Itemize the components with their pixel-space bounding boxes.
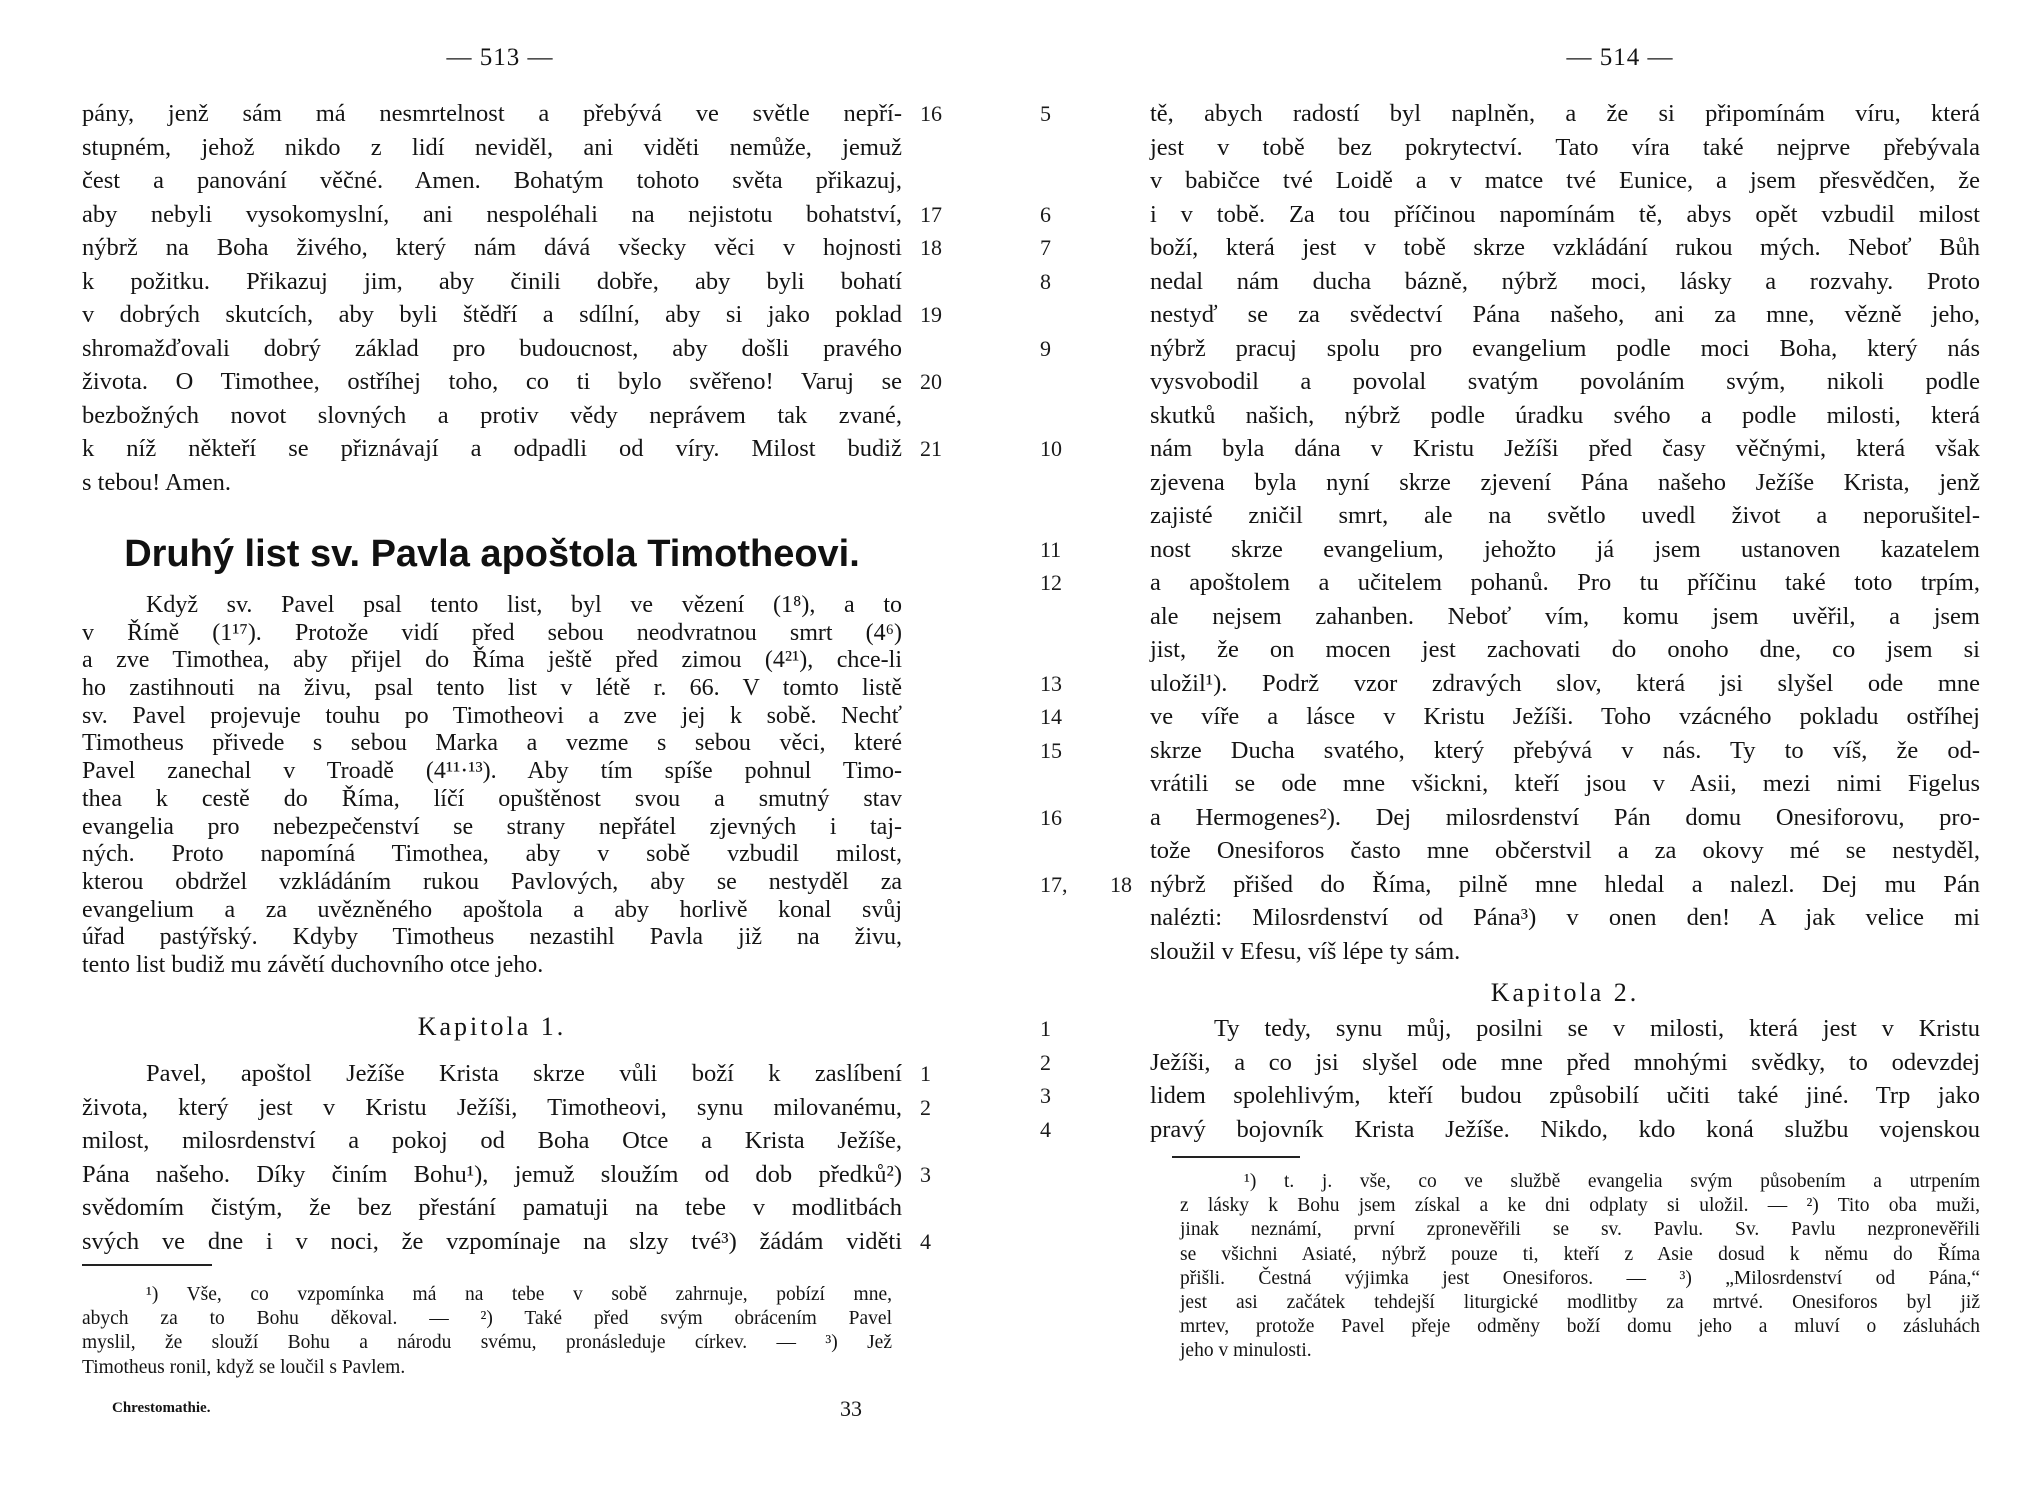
text-line [1040, 533, 1980, 567]
text-line [1150, 935, 1980, 969]
intro-line-text: kterou obdržel vzkládáním rukou Pavlových, aby se nestyděl za [82, 868, 902, 895]
verse-number: 1 [920, 1061, 931, 1086]
footnote-line [1180, 1339, 1980, 1363]
text-line [1150, 499, 1980, 533]
verse-number: 18 [920, 235, 942, 260]
text-line-text: života, který jest v Kristu Ježíši, Timotheovi, synu milovanému, [82, 1093, 902, 1121]
chapter-1-text [82, 1057, 931, 1258]
text-line [1150, 767, 1980, 801]
text-line-text: pány, jenž sám má nesmrtelnost a přebývá ve světle nepří- [82, 100, 902, 127]
intro-line [82, 620, 902, 648]
text-line [1040, 667, 1980, 701]
chapter-2-text [1040, 1012, 1980, 1146]
text-line [82, 231, 942, 265]
text-line-text: i v tobě. Za tou příčinou napomínám tě, abys opět vzbudil milost [1150, 200, 1980, 228]
text-line [1150, 466, 1980, 500]
footnote-line-text: mrtev, protože Pavel přeje odměny boží domu jeho a mluví o zásluhách [1180, 1316, 1980, 1338]
text-line-text: zajisté zničil smrt, ale na světlo uvedl život a neporušitel- [1150, 502, 1980, 529]
text-line-text: k níž někteří se přiznávají a odpadli od víry. Milost budiž [82, 435, 902, 462]
intro-line-text: v Římě (1¹⁷). Protože vidí před sebou neodvratnou smrt (4⁶) [82, 619, 902, 646]
text-line [1150, 834, 1980, 868]
chapter-heading: Kapitola 1. [417, 1012, 567, 1041]
text-line [1150, 633, 1980, 667]
left-page [0, 0, 1000, 1500]
intro-line-text: tento list budiž mu závětí duchovního otce jeho. [82, 951, 544, 978]
epistle-ending-text [82, 97, 942, 499]
intro-line [82, 869, 902, 897]
intro-line-text: evangelium a za uvězněného apoštola a aby horlivě konal svůj [82, 896, 902, 923]
text-line-text: stupném, jehož nikdo z lidí neviděl, ani viděti nemůže, jemuž [82, 133, 902, 161]
right-page [1000, 0, 2020, 1500]
text-line-text: jist, že on mocen jest zachovati do onoho dne, co jsem si [1150, 636, 1980, 663]
intro-line-text: úřad pastýřský. Kdyby Timotheus nezastihl Pavla již na živu, [82, 924, 902, 951]
footnote-line [1180, 1194, 1980, 1218]
text-line [82, 432, 942, 466]
text-line-text: Pána našeho. Díky činím Bohu¹), jemuž sloužím od dob předků²) [82, 1160, 902, 1188]
intro-line [82, 924, 902, 952]
text-line-text: nost skrze evangelium, jehožto já jsem ustanoven kazatelem [1150, 535, 1980, 563]
text-line-text: života. O Timothee, ostříhej toho, co ti bylo svěřeno! Varuj se [82, 368, 902, 395]
intro-line [82, 730, 902, 758]
footnote-line-text: jinak neznámí, první zpronevěřili se sv. Pavlu. Sv. Pavlu nezpronevěřili [1180, 1219, 1980, 1241]
text-line-text: Ty tedy, synu můj, posilni se v milosti, která jest v Kristu [1214, 1015, 1980, 1042]
text-line [82, 466, 902, 500]
intro-line-text: Když sv. Pavel psal tento list, byl ve vězení (1⁸), a to [146, 592, 902, 618]
text-line [1150, 600, 1980, 634]
footnotes [82, 1283, 892, 1380]
text-line [82, 1225, 931, 1259]
text-line-text: Ježíši, a co jsi slyšel ode mne před mnohými svědky, to odevzdej [1150, 1048, 1980, 1076]
text-line [82, 198, 942, 232]
text-line [1040, 265, 1980, 299]
footnote-line [1180, 1218, 1980, 1242]
intro-line-text: thea k cestě do Říma, líčí opuštěnost svou a smutný stav [82, 785, 902, 812]
verse-number: 17 [920, 201, 942, 227]
chapter-1-continuation-text [1040, 97, 1980, 968]
text-line-text: čest a panování věčné. Amen. Bohatým tohoto světa přikazuj, [82, 167, 902, 194]
text-line [1040, 566, 1980, 600]
text-line-text: skutků našich, nýbrž podle úradku svého a podle milosti, která [1150, 401, 1980, 429]
text-line-text: ale nejsem zahanben. Neboť vím, komu jsem uvěřil, a jsem [1150, 602, 1980, 630]
text-line-text: vrátili se ode mne všickni, kteří jsou v Asii, mezi nimi Figelus [1150, 770, 1980, 797]
text-line-text: a Hermogenes²). Dej milosrdenství Pán domu Onesiforovu, pro- [1150, 803, 1980, 831]
footnote-line [1180, 1170, 1980, 1194]
bottom-label: Chrestomathie. [112, 1400, 211, 1416]
verse-number: 10 [1040, 436, 1062, 461]
verse-number: 6 [1040, 201, 1051, 227]
text-line-text: nýbrž přišed do Říma, pilně mne hledal a nalezl. Dej mu Pán [1150, 870, 1980, 898]
intro-line [82, 897, 902, 925]
footnote-line [82, 1356, 892, 1380]
verse-number: 12 [1040, 570, 1062, 595]
text-line-text: a apoštolem a učitelem pohanů. Pro tu příčinu také toto trpím, [1150, 569, 1980, 596]
footnote-line [1180, 1243, 1980, 1267]
text-line-text: svých ve dne i v noci, že vzpomínaje na slzy tvé³) žádám viděti [82, 1227, 902, 1255]
footnote-line-text: se všichni Asiaté, nýbrž pouze ti, kteří z Asie dosud k němu do Říma [1180, 1243, 1980, 1265]
text-line [82, 265, 902, 299]
text-line [1150, 298, 1980, 332]
verse-number: 11 [1040, 536, 1062, 562]
intro-line-text: sv. Pavel projevuje touhu po Timotheovi a zve jej k sobě. Nechť [82, 702, 902, 729]
footnotes [1180, 1170, 1980, 1364]
footnote-line-text: přišli. Čestná výjimka jest Onesiforos. — ³) „Milosrdenství od Pána,“ [1180, 1267, 1980, 1289]
footnote-line [1180, 1267, 1980, 1291]
intro-line [82, 675, 902, 703]
signature-number: 33 [840, 1396, 862, 1421]
intro-line [82, 592, 902, 620]
text-line-text: nýbrž na Boha živého, který nám dává všecky věci v hojnosti [82, 234, 902, 261]
text-line [1040, 801, 1980, 835]
verse-number: 2 [1040, 1049, 1051, 1075]
text-line [1040, 1012, 1980, 1046]
text-line-text: skrze Ducha svatého, který přebývá v nás. Ty to víš, že od- [1150, 736, 1980, 764]
text-line [1040, 1113, 1980, 1147]
verse-number: 7 [1040, 235, 1051, 260]
text-line-text: bezbožných novot slovných a protiv vědy neprávem tak zvané, [82, 401, 902, 429]
footnote-line-text: ¹) Vše, co vzpomínka má na tebe v sobě zahrnuje, pobízí mne, [146, 1284, 892, 1305]
text-line-text: jest v tobě bez pokrytectví. Tato víra také nejprve přebývala [1150, 133, 1980, 161]
text-line [1040, 432, 1980, 466]
verse-number: 21 [920, 436, 942, 461]
intro-line-text: evangelia pro nebezpečenství se strany nepřátel zjevných i taj- [82, 813, 902, 840]
footnote-line-text: ¹) t. j. vše, co ve službě evangelia svým působením a utrpením [1244, 1171, 1980, 1192]
intro-line-text: Pavel zanechal v Troadě (4¹¹·¹³). Aby tím spíše pohnul Timo- [82, 758, 902, 785]
text-line-text: nám byla dána v Kristu Ježíši před časy věčnými, která však [1150, 435, 1980, 462]
text-line-text: zjevena byla nyní skrze zjevení Pána našeho Ježíše Krista, jenž [1150, 468, 1980, 496]
chapter-heading: Kapitola 2. [1490, 978, 1640, 1007]
book-introduction [82, 592, 902, 980]
footnote-line-text: abych za to Bohu děkoval. — ²) Také před svým obrácením Pavel [82, 1308, 892, 1330]
text-line-text: k požitku. Přikazuj jim, aby činili dobře, aby byli bohatí [82, 267, 902, 295]
text-line-text: tože Onesiforos často mne občerstvil a za okovy mé se nestyděl, [1150, 837, 1980, 864]
intro-line-text: ných. Proto napomíná Timothea, aby v sobě vzbudil milost, [82, 841, 902, 868]
page-number: — 513 — [446, 44, 554, 71]
verse-number: 2 [920, 1094, 931, 1120]
book-title: Druhý list sv. Pavla apoštola Timotheovi. [124, 533, 860, 575]
text-line-text: pravý bojovník Krista Ježíše. Nikdo, kdo koná službu vojenskou [1150, 1115, 1980, 1143]
text-line-text: nestyď se za svědectví Pána našeho, ani za mne, vězně jeho, [1150, 301, 1980, 328]
text-line-text: Pavel, apoštol Ježíše Krista skrze vůli boží k zaslíbení [146, 1060, 902, 1087]
text-line [1150, 164, 1980, 198]
text-line [1040, 231, 1980, 265]
text-line-text: boží, která jest v tobě skrze vzkládání rukou mých. Neboť Bůh [1150, 234, 1980, 261]
text-line-text: v dobrých skutcích, aby byli štědří a sdílní, aby si jako poklad [82, 301, 902, 328]
text-line-text: uložil¹). Podrž vzor zdravých slov, která jsi slyšel ode mne [1150, 669, 1980, 697]
verse-number: 3 [1040, 1083, 1051, 1108]
text-line [1040, 734, 1980, 768]
footnote-rule [82, 1264, 212, 1266]
footnote-line [82, 1307, 892, 1331]
verse-number: 15 [1040, 737, 1062, 763]
text-line-text: nýbrž pracuj spolu pro evangelium podle moci Boha, který nás [1150, 334, 1980, 362]
verse-number: 4 [1040, 1116, 1051, 1142]
verse-number: 14 [1040, 704, 1062, 729]
text-line [1040, 198, 1980, 232]
verse-number: 1 [1040, 1016, 1051, 1041]
text-line-text: v babičce tvé Loidě a v matce tvé Eunice, a jsem přesvědčen, že [1150, 167, 1980, 194]
text-line [82, 131, 902, 165]
text-line-text: aby nebyli vysokomyslní, ani nespoléhali na nejistotu bohatství, [82, 200, 902, 228]
verse-number: 19 [920, 302, 942, 327]
verse-number: 13 [1040, 670, 1062, 696]
text-line [82, 1191, 902, 1225]
text-line [82, 1091, 931, 1125]
footnote-line [1180, 1315, 1980, 1339]
text-line [82, 164, 902, 198]
footnote-line [82, 1283, 892, 1307]
intro-line [82, 647, 902, 675]
text-line [1040, 868, 1980, 902]
text-line-text: tě, abych radostí byl naplněn, a že si připomínám víru, která [1150, 100, 1980, 127]
footnote-rule [1172, 1156, 1300, 1158]
verse-number: 3 [920, 1161, 931, 1187]
intro-line [82, 786, 902, 814]
text-line [1040, 332, 1980, 366]
footnote-line [1180, 1291, 1980, 1315]
footnote-line-text: jeho v minulosti. [1180, 1340, 1312, 1362]
text-line [1040, 97, 1980, 131]
page-number: — 514 — [1566, 44, 1674, 71]
text-line-text: shromažďovali dobrý základ pro budoucnost, aby došli pravého [82, 334, 902, 362]
text-line [1150, 901, 1980, 935]
verse-number: 5 [1040, 101, 1051, 126]
intro-line-text: Timotheus přivede s sebou Marka a vezme s sebou věci, které [82, 730, 902, 757]
footnote-line-text: jest asi začátek tehdejší liturgické modlitby za mrtvé. Onesiforos byl již [1180, 1291, 1980, 1313]
text-line-text: vysvobodil a povolal svatým povoláním svým, nikoli podle [1150, 368, 1980, 395]
text-line [1150, 365, 1980, 399]
text-line-text: milost, milosrdenství a pokoj od Boha Otce a Krista Ježíše, [82, 1127, 902, 1154]
text-line [1150, 399, 1980, 433]
verse-number: 16 [920, 101, 942, 126]
text-line-text: lidem spolehlivým, kteří budou způsobilí učiti také jiné. Trp jako [1150, 1082, 1980, 1109]
text-line [82, 1057, 931, 1091]
text-line [1150, 131, 1980, 165]
intro-line [82, 758, 902, 786]
text-line [82, 399, 902, 433]
intro-line [82, 841, 902, 869]
text-line [1040, 1046, 1980, 1080]
footnote-line-text: Timotheus ronil, když se loučil s Pavlem. [82, 1356, 406, 1378]
text-line [82, 97, 942, 131]
verse-number: 17, 18 [1040, 871, 1132, 897]
verse-number: 20 [920, 369, 942, 394]
footnote-line-text: z lásky k Bohu jsem získal a ke dni odplaty si uložil. — ²) Tito oba muži, [1180, 1195, 1980, 1217]
intro-line [82, 814, 902, 842]
text-line-text: sloužil v Efesu, víš lépe ty sám. [1150, 937, 1461, 965]
text-line [1040, 700, 1980, 734]
text-line-text: s tebou! Amen. [82, 468, 232, 496]
verse-number: 8 [1040, 268, 1051, 294]
verse-number: 16 [1040, 804, 1062, 830]
text-line [82, 1158, 931, 1192]
intro-line-text: a zve Timothea, aby přijel do Říma ještě před zimou (4²¹), chce-li [82, 647, 902, 674]
text-line-text: nalézti: Milosrdenství od Pána³) v onen den! A jak velice mi [1150, 904, 1980, 931]
verse-number: 9 [1040, 335, 1051, 361]
text-line [1040, 1079, 1980, 1113]
text-line-text: ve víře a lásce v Kristu Ježíši. Toho vzácného pokladu ostříhej [1150, 703, 1980, 730]
text-line-text: nedal nám ducha bázně, nýbrž moci, lásky a rozvahy. Proto [1150, 267, 1980, 295]
text-line [82, 365, 942, 399]
text-line [82, 298, 942, 332]
text-line [82, 1124, 902, 1158]
intro-line [82, 952, 902, 980]
intro-line-text: ho zastihnouti na živu, psal tento list v létě r. 66. V tomto listě [82, 675, 902, 702]
intro-line [82, 703, 902, 731]
text-line [82, 332, 902, 366]
footnote-line-text: myslil, že slouží Bohu a národu svému, pronásleduje církev. — ³) Jež [82, 1332, 892, 1354]
text-line-text: svědomím čistým, že bez přestání pamatuji na tebe v modlitbách [82, 1194, 902, 1221]
footnote-line [82, 1331, 892, 1355]
verse-number: 4 [920, 1228, 931, 1254]
